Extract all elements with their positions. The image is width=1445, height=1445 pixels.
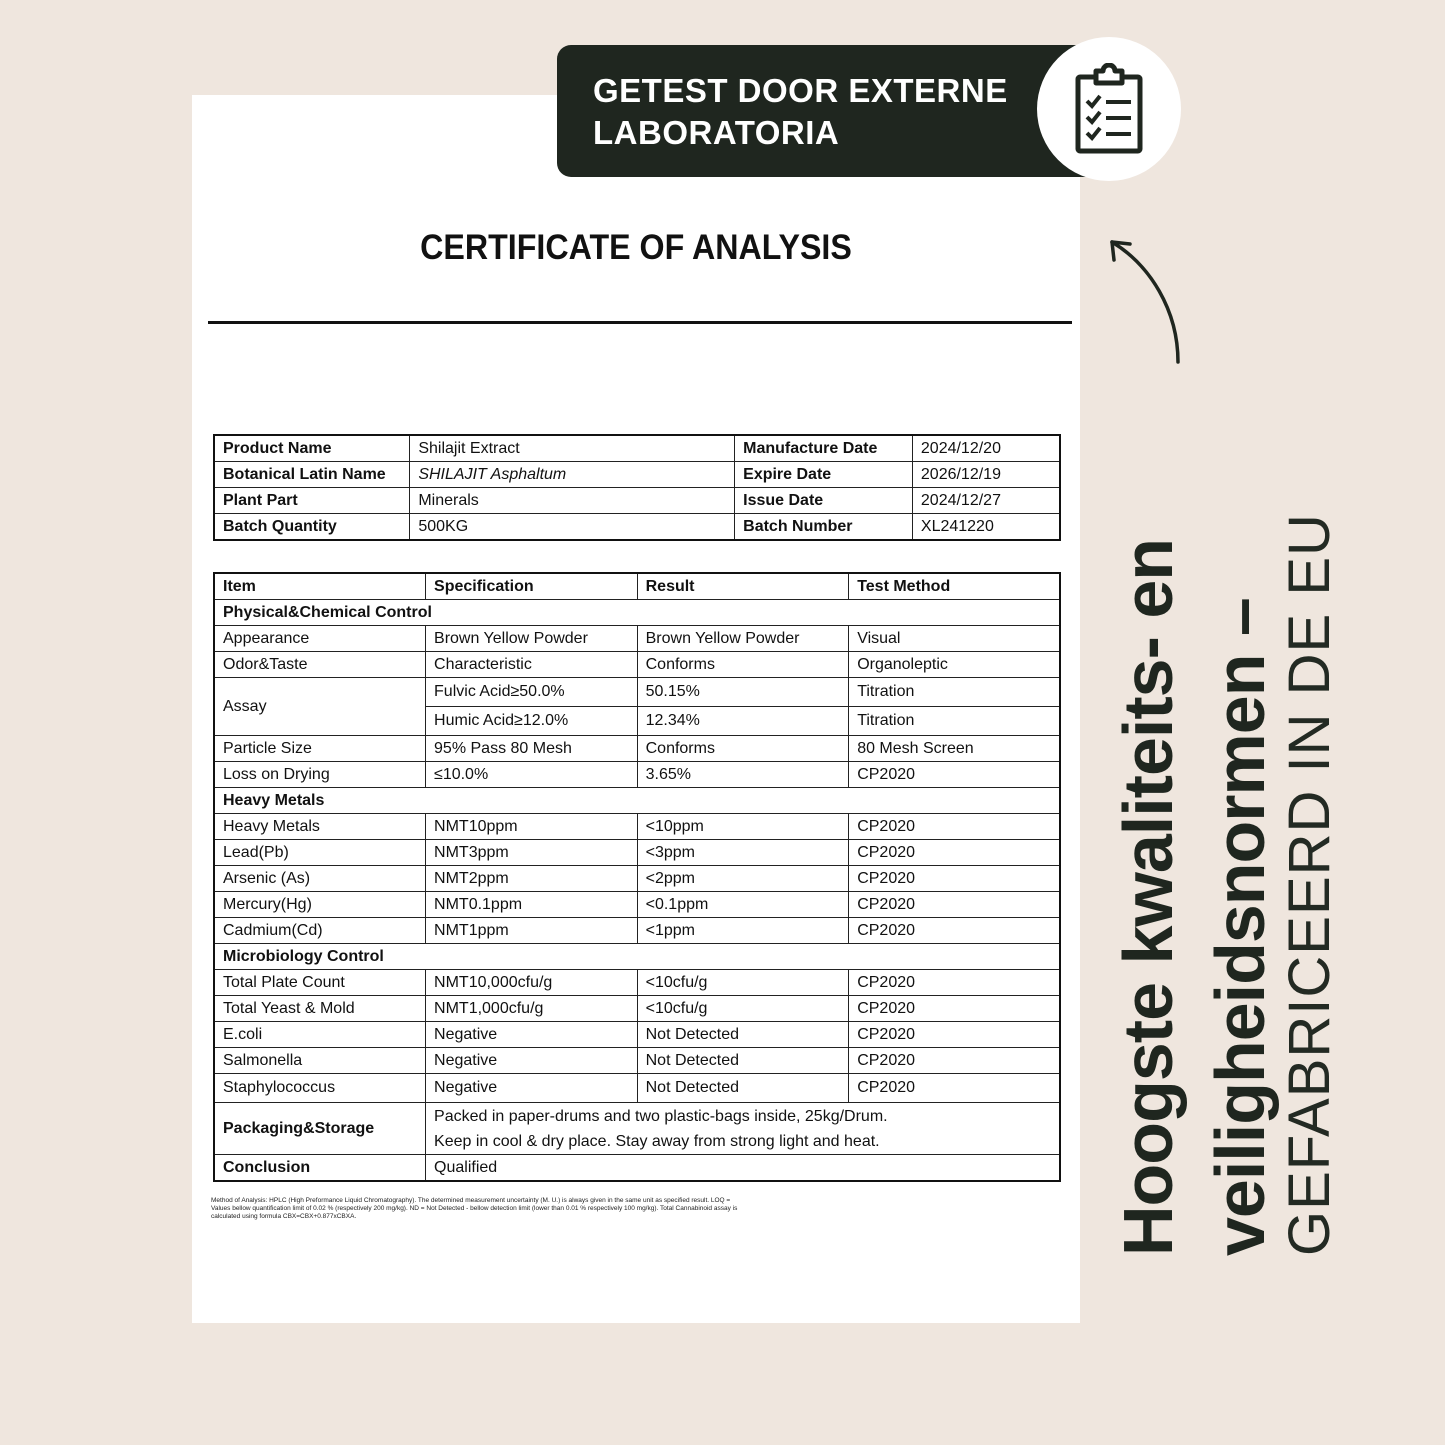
section-microbiology: Microbiology Control — [214, 944, 1060, 970]
cell-result: Brown Yellow Powder — [637, 626, 849, 652]
title-rule — [208, 321, 1072, 324]
table-header-row — [214, 573, 1060, 600]
cell-item: Lead(Pb) — [214, 840, 426, 866]
table-row — [214, 814, 1060, 840]
banner-line-1: GETEST DOOR EXTERNE — [593, 72, 1008, 109]
table-row — [214, 626, 1060, 652]
cell-method: Organoleptic — [849, 652, 1060, 678]
cell-spec: Characteristic — [426, 652, 638, 678]
cell-method: Titration — [849, 678, 1060, 707]
cell-item: Mercury(Hg) — [214, 892, 426, 918]
manufacture-date-value: 2024/12/20 — [912, 435, 1060, 462]
table-row — [214, 918, 1060, 944]
cell-spec: Brown Yellow Powder — [426, 626, 638, 652]
cell-spec: NMT0.1ppm — [426, 892, 638, 918]
banner-text — [593, 70, 1033, 154]
cell-result: Not Detected — [637, 1048, 849, 1074]
expire-date-value: 2026/12/19 — [912, 462, 1060, 488]
cell-item: Particle Size — [214, 736, 426, 762]
section-row — [214, 788, 1060, 814]
plant-part-value: Minerals — [410, 488, 735, 514]
cell-method: CP2020 — [849, 970, 1060, 996]
cell-result: <3ppm — [637, 840, 849, 866]
issue-date-label: Issue Date — [735, 488, 913, 514]
cell-method: CP2020 — [849, 1074, 1060, 1103]
cell-result: Not Detected — [637, 1022, 849, 1048]
cell-item: Assay — [214, 678, 426, 736]
latin-name-value: SHILAJIT Asphaltum — [410, 462, 735, 488]
cell-method: CP2020 — [849, 814, 1060, 840]
cell-method: 80 Mesh Screen — [849, 736, 1060, 762]
conclusion-row — [214, 1155, 1060, 1182]
table-row — [214, 1048, 1060, 1074]
table-row — [214, 652, 1060, 678]
cell-method: CP2020 — [849, 762, 1060, 788]
banner-line-2: LABORATORIA — [593, 114, 840, 151]
cell-item: Total Plate Count — [214, 970, 426, 996]
cell-item: Loss on Drying — [214, 762, 426, 788]
packaging-row — [214, 1103, 1060, 1155]
cell-spec: Humic Acid≥12.0% — [426, 707, 638, 736]
table-row — [214, 762, 1060, 788]
conclusion-label: Conclusion — [214, 1155, 426, 1182]
manufacture-date-label: Manufacture Date — [735, 435, 913, 462]
cell-item: Appearance — [214, 626, 426, 652]
curved-arrow-icon — [1100, 230, 1200, 370]
certificate-title: CERTIFICATE OF ANALYSIS — [420, 228, 852, 267]
cell-item: Salmonella — [214, 1048, 426, 1074]
cell-result: <10ppm — [637, 814, 849, 840]
product-name-value: Shilajit Extract — [410, 435, 735, 462]
section-row — [214, 600, 1060, 626]
conclusion-value: Qualified — [426, 1155, 1060, 1182]
cell-spec: NMT10,000cfu/g — [426, 970, 638, 996]
cell-result: <10cfu/g — [637, 996, 849, 1022]
product-name-label: Product Name — [214, 435, 410, 462]
product-info-table — [213, 434, 1061, 541]
cell-spec: Negative — [426, 1074, 638, 1103]
cell-method: CP2020 — [849, 996, 1060, 1022]
side-heading-line-1: Hoogste kwaliteits- en — [1109, 538, 1187, 1256]
cell-method: Titration — [849, 707, 1060, 736]
packaging-label: Packaging&Storage — [214, 1103, 426, 1155]
cell-result: <0.1ppm — [637, 892, 849, 918]
latin-name-label: Botanical Latin Name — [214, 462, 410, 488]
cell-item: E.coli — [214, 1022, 426, 1048]
cell-result: 50.15% — [637, 678, 849, 707]
clipboard-badge — [1037, 37, 1181, 181]
clipboard-checklist-icon — [1074, 63, 1144, 155]
plant-part-label: Plant Part — [214, 488, 410, 514]
table-row — [214, 840, 1060, 866]
expire-date-label: Expire Date — [735, 462, 913, 488]
table-row — [214, 514, 1060, 541]
table-row — [214, 488, 1060, 514]
cell-method: CP2020 — [849, 892, 1060, 918]
cell-spec: NMT3ppm — [426, 840, 638, 866]
method-footnote: Method of Analysis: HPLC (High Preformance Liquid Chromatography). The determined measurement uncertainty (M. U.) is always given in the same unit as specified result. LOQ = Values bellow quantification limit of 0.02 % (respectively 200 mg/kg). ND = Not Detected - bellow detection limit (lower than 0.01 % respectively 100 mg/kg). Total Cannabinoid assay is calculated using formula CBX=CBX+0.877xCBXA. — [211, 1197, 738, 1220]
table-row — [214, 970, 1060, 996]
batch-quantity-label: Batch Quantity — [214, 514, 410, 541]
table-row — [214, 996, 1060, 1022]
header-test-method: Test Method — [849, 573, 1060, 600]
packaging-line-2: Keep in cool & dry place. Stay away from strong light and heat. — [434, 1132, 880, 1150]
cell-method: CP2020 — [849, 1022, 1060, 1048]
cell-item: Odor&Taste — [214, 652, 426, 678]
cell-item: Arsenic (As) — [214, 866, 426, 892]
cell-spec: Fulvic Acid≥50.0% — [426, 678, 638, 707]
side-subheading: GEFABRICEERD IN DE EU — [1277, 513, 1342, 1256]
cell-method: CP2020 — [849, 866, 1060, 892]
cell-spec: Negative — [426, 1048, 638, 1074]
side-heading-line-2: veiligheidsnormen – — [1201, 598, 1279, 1256]
header-specification: Specification — [426, 573, 638, 600]
batch-number-label: Batch Number — [735, 514, 913, 541]
table-row — [214, 736, 1060, 762]
table-row — [214, 462, 1060, 488]
lab-tested-banner — [557, 45, 1112, 177]
analysis-table — [213, 572, 1061, 1182]
header-item: Item — [214, 573, 426, 600]
cell-result: Not Detected — [637, 1074, 849, 1103]
table-row — [214, 1074, 1060, 1103]
cell-result: Conforms — [637, 652, 849, 678]
cell-spec: NMT1,000cfu/g — [426, 996, 638, 1022]
table-row — [214, 866, 1060, 892]
cell-method: CP2020 — [849, 1048, 1060, 1074]
cell-result: <2ppm — [637, 866, 849, 892]
cell-result: 3.65% — [637, 762, 849, 788]
batch-number-value: XL241220 — [912, 514, 1060, 541]
issue-date-value: 2024/12/27 — [912, 488, 1060, 514]
cell-result: 12.34% — [637, 707, 849, 736]
cell-item: Staphylococcus — [214, 1074, 426, 1103]
batch-quantity-value: 500KG — [410, 514, 735, 541]
cell-method: CP2020 — [849, 840, 1060, 866]
cell-spec: ≤10.0% — [426, 762, 638, 788]
header-result: Result — [637, 573, 849, 600]
cell-item: Total Yeast & Mold — [214, 996, 426, 1022]
table-row — [214, 435, 1060, 462]
cell-spec: 95% Pass 80 Mesh — [426, 736, 638, 762]
cell-method: Visual — [849, 626, 1060, 652]
packaging-value — [426, 1103, 1060, 1155]
section-physical: Physical&Chemical Control — [214, 600, 1060, 626]
cell-spec: Negative — [426, 1022, 638, 1048]
cell-spec: NMT10ppm — [426, 814, 638, 840]
packaging-line-1: Packed in paper-drums and two plastic-bags inside, 25kg/Drum. — [434, 1107, 888, 1125]
cell-item: Cadmium(Cd) — [214, 918, 426, 944]
section-heavy-metals: Heavy Metals — [214, 788, 1060, 814]
cell-item: Heavy Metals — [214, 814, 426, 840]
section-row — [214, 944, 1060, 970]
cell-spec: NMT2ppm — [426, 866, 638, 892]
table-row — [214, 678, 1060, 707]
cell-spec: NMT1ppm — [426, 918, 638, 944]
table-row — [214, 892, 1060, 918]
table-row — [214, 1022, 1060, 1048]
cell-result: <10cfu/g — [637, 970, 849, 996]
cell-result: Conforms — [637, 736, 849, 762]
cell-method: CP2020 — [849, 918, 1060, 944]
cell-result: <1ppm — [637, 918, 849, 944]
